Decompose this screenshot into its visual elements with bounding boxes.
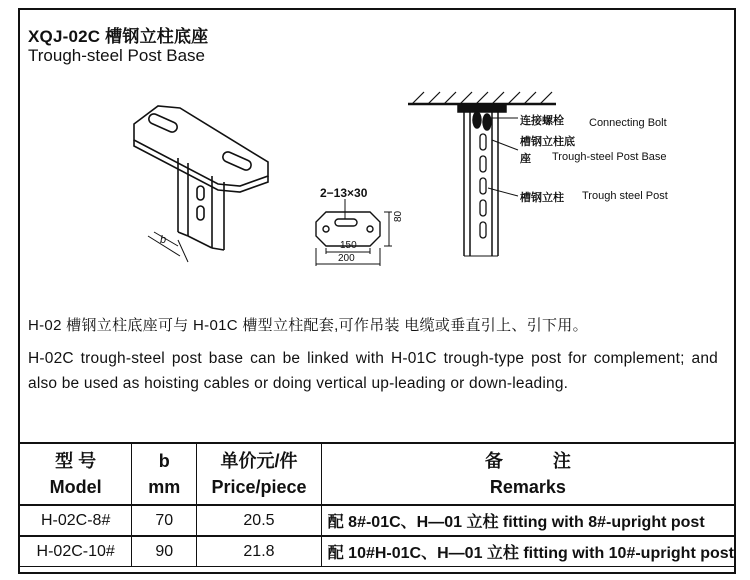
label-bolt-cn: 连接螺栓	[520, 115, 564, 127]
table-row	[20, 505, 734, 536]
spec-table-header	[20, 443, 734, 505]
label-base-cn-1: 槽钢立柱底	[520, 136, 575, 148]
slot-spec-label: 2−13×30	[320, 186, 368, 200]
product-code-title: XQJ-02C 槽钢立柱底座	[28, 27, 209, 46]
bracket-isometric-drawing	[134, 106, 268, 262]
label-base-en: Trough-steel Post Base	[552, 151, 667, 163]
description-chinese: H-02 槽钢立柱底座可与 H-01C 槽型立柱配套,可作吊装 电缆或垂直引上、引下用。	[28, 317, 588, 334]
cell-model: H-02C-10#	[20, 536, 132, 567]
cell-b: 70	[132, 505, 197, 536]
product-name-title: Trough-steel Post Base	[28, 46, 206, 65]
label-base-cn-2: 座	[520, 153, 531, 165]
cell-price: 20.5	[197, 505, 322, 536]
label-post-cn: 槽钢立柱	[520, 192, 564, 204]
label-bolt-en: Connecting Bolt	[589, 117, 667, 129]
header-model: 型 号 Model	[20, 443, 132, 505]
table-row	[20, 536, 734, 567]
spec-table	[20, 442, 734, 567]
cell-price: 21.8	[197, 536, 322, 567]
dim-200-label: 200	[338, 253, 355, 264]
cell-model: H-02C-8#	[20, 505, 132, 536]
cell-b: 90	[132, 536, 197, 567]
label-post-en: Trough steel Post	[582, 190, 668, 202]
header-b: b mm	[132, 443, 197, 505]
dim-150-label: 150	[340, 240, 357, 251]
cell-remarks: 配 10#H-01C、H—01 立柱 fitting with 10#-upright post	[321, 536, 734, 567]
dim-b-label: b	[160, 234, 167, 246]
dim-height-label: 80	[393, 210, 404, 222]
header-price: 单价元/件 Price/piece	[197, 443, 322, 505]
cell-remarks: 配 8#-01C、H—01 立柱 fitting with 8#-upright post	[321, 505, 734, 536]
header-remarks: 备 注 Remarks	[321, 443, 734, 505]
description-english: H-02C trough-steel post base can be linked with H-01C trough-type post for complement; and also be used as hoisting cables or doing vertical up-leading or down-leading.	[28, 350, 718, 392]
